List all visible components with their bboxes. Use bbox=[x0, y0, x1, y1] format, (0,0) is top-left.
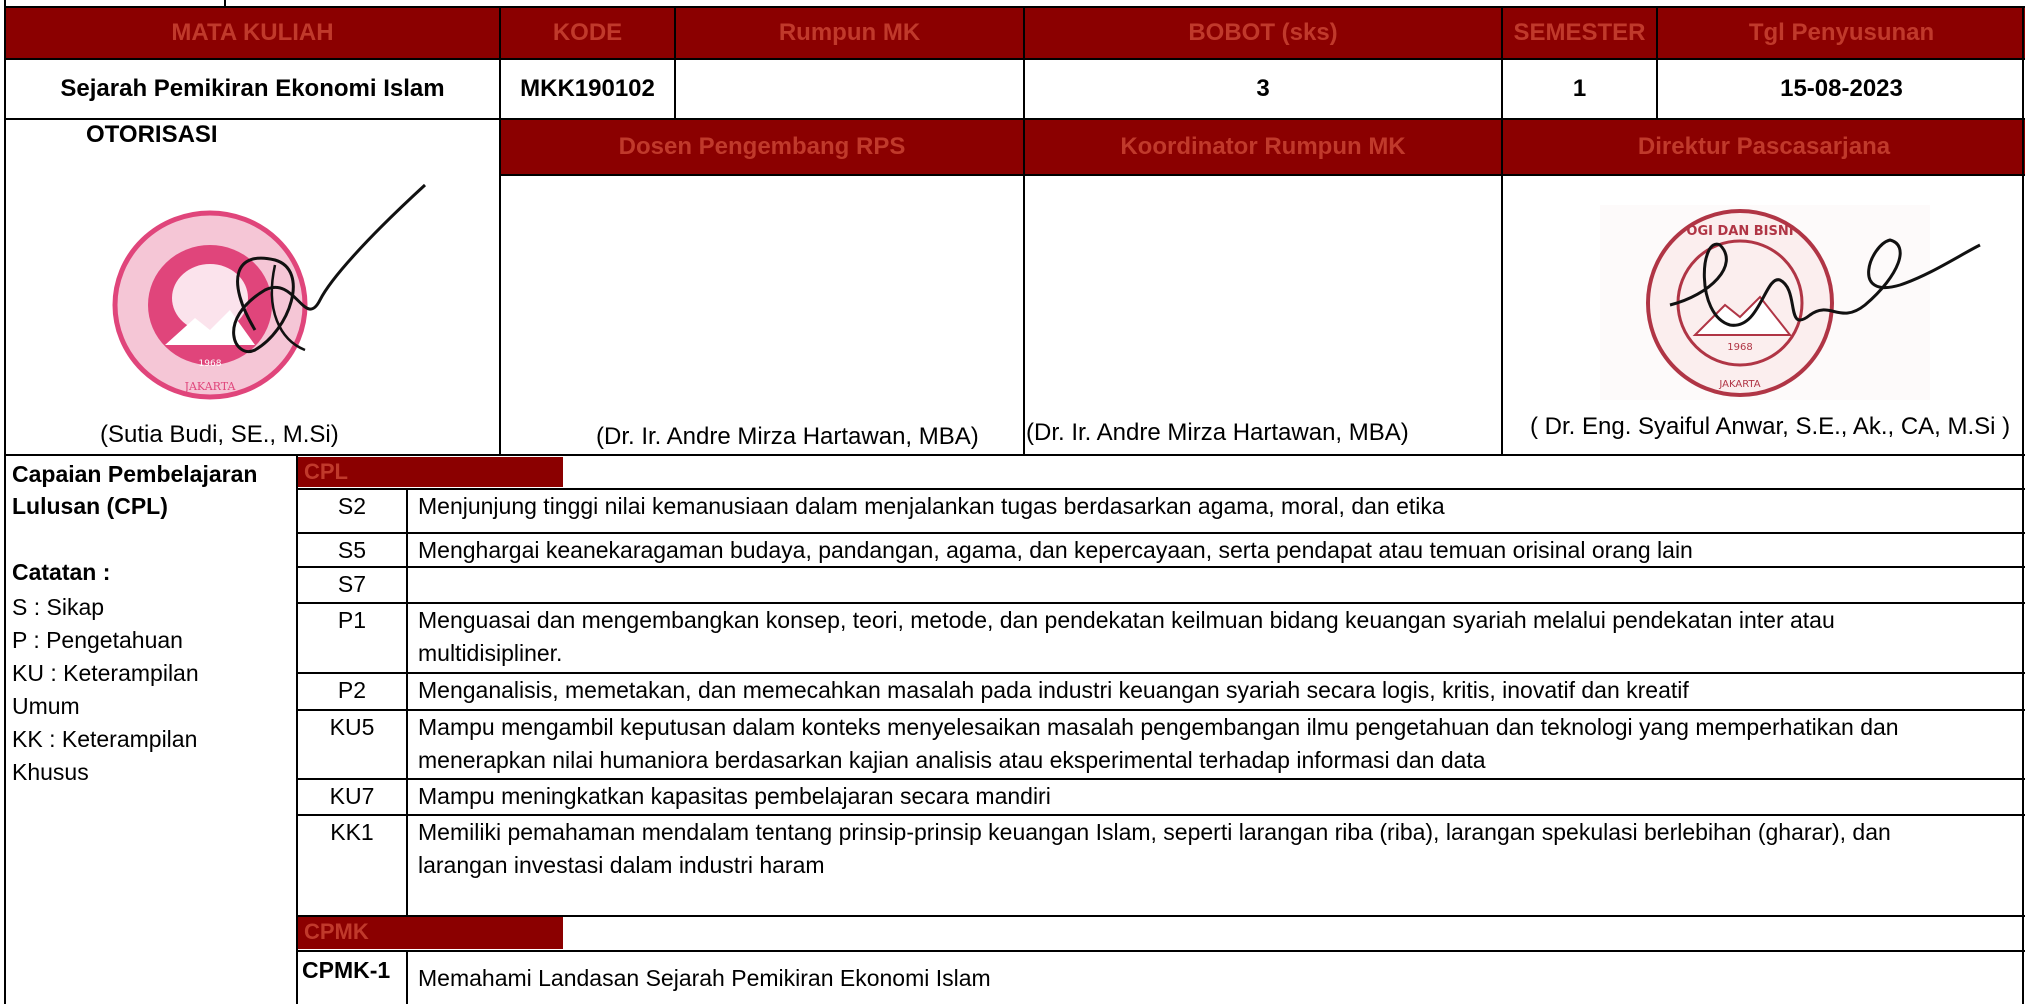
otorisasi-label: OTORISASI bbox=[86, 121, 218, 148]
grid-line bbox=[2022, 6, 2024, 1004]
cpl-code-ku7: KU7 bbox=[329, 783, 375, 809]
svg-text:JAKARTA: JAKARTA bbox=[1719, 379, 1761, 390]
cpl-desc-s5: Menghargai keanekaragaman budaya, pandangan, agama, dan kepercayaan, serta pendapat atau temuan orisinal orang lain bbox=[418, 537, 1693, 563]
svg-text:1968: 1968 bbox=[1727, 342, 1753, 353]
cpl-desc-ku5-2: menerapkan nilai humaniora berdasarkan kajian analisis atau eksperimental terhadap informasi dan data bbox=[418, 747, 1486, 773]
header-semester: SEMESTER bbox=[1503, 8, 1656, 58]
grid-line bbox=[296, 532, 2025, 534]
cpmk-code-1: CPMK-1 bbox=[302, 957, 391, 983]
cpl-desc-p1-1: Menguasai dan mengembangkan konsep, teori, metode, dan pendekatan keilmuan bidang keuangan syariah melalui pendekatan inter atau bbox=[418, 607, 1835, 633]
course-name: Sejarah Pemikiran Ekonomi Islam bbox=[60, 75, 445, 102]
seal-signature-right bbox=[1600, 205, 1990, 400]
cpl-code-ku5: KU5 bbox=[329, 714, 375, 740]
sig-name-dosen: (Dr. Ir. Andre Mirza Hartawan, MBA) bbox=[596, 423, 979, 450]
cpl-code-p2: P2 bbox=[337, 677, 367, 703]
cpl-code-kk1: KK1 bbox=[330, 819, 374, 845]
header-rumpun-mk: Rumpun MK bbox=[676, 8, 1023, 58]
grid-line bbox=[296, 915, 2025, 917]
cpmk-label: CPMK bbox=[298, 917, 563, 949]
svg-text:OGI DAN BISNI: OGI DAN BISNI bbox=[1686, 224, 1794, 239]
cpl-desc-s2: Menjunjung tinggi nilai kemanusiaan dalam menjalankan tugas berdasarkan agama, moral, dan etika bbox=[418, 493, 1445, 519]
grid-line bbox=[406, 950, 408, 1004]
grid-line bbox=[1656, 6, 1658, 120]
note-s: S : Sikap bbox=[12, 594, 105, 620]
grid-line bbox=[499, 174, 2025, 176]
grid-line bbox=[4, 454, 2025, 456]
header-bobot: BOBOT (sks) bbox=[1025, 8, 1501, 58]
course-code: MKK190102 bbox=[520, 75, 655, 102]
course-date: 15-08-2023 bbox=[1780, 75, 1903, 102]
cpl-code-s7: S7 bbox=[337, 571, 367, 597]
grid-line bbox=[296, 778, 2025, 780]
course-semester: 1 bbox=[1572, 75, 1587, 102]
header-direktur: Direktur Pascasarjana bbox=[1503, 120, 2025, 174]
cpl-desc-p1-2: multidisipliner. bbox=[418, 640, 563, 666]
grid-line bbox=[499, 6, 501, 454]
grid-line bbox=[1023, 6, 1025, 454]
seal-signature-left bbox=[105, 180, 445, 420]
cpl-title-1: Capaian Pembelajaran bbox=[12, 461, 258, 487]
cpl-title-2: Lulusan (CPL) bbox=[12, 493, 168, 519]
cpl-code-p1: P1 bbox=[337, 607, 367, 633]
course-rumpun bbox=[676, 60, 1023, 118]
grid-line bbox=[296, 709, 2025, 711]
cpl-desc-ku5-1: Mampu mengambil keputusan dalam konteks menyelesaikan masalah pengembangan ilmu pengetahuan dan teknologi yang memperhatikan dan bbox=[418, 714, 1899, 740]
cpl-desc-kk1-2: larangan investasi dalam industri haram bbox=[418, 852, 825, 878]
grid-line bbox=[296, 672, 2025, 674]
note-kk-2: Khusus bbox=[12, 759, 89, 785]
grid-line bbox=[4, 118, 2025, 120]
sig-name-direktur: ( Dr. Eng. Syaiful Anwar, S.E., Ak., CA, M.Si ) bbox=[1530, 413, 2011, 440]
grid-line bbox=[296, 814, 2025, 816]
svg-text:1968: 1968 bbox=[198, 359, 222, 369]
note-kk: KK : Keterampilan bbox=[12, 726, 198, 752]
note-ku-2: Umum bbox=[12, 693, 80, 719]
grid-line bbox=[296, 602, 2025, 604]
grid-line bbox=[4, 6, 2025, 8]
header-koordinator: Koordinator Rumpun MK bbox=[1025, 120, 1501, 174]
grid-line bbox=[296, 566, 2025, 568]
grid-line bbox=[296, 950, 2025, 952]
cpl-desc-ku7: Mampu meningkatkan kapasitas pembelajaran secara mandiri bbox=[418, 783, 1051, 809]
grid-line bbox=[4, 58, 2025, 60]
catatan-label: Catatan : bbox=[12, 559, 111, 585]
header-kode: KODE bbox=[501, 8, 674, 58]
grid-line bbox=[296, 488, 2025, 490]
header-tgl: Tgl Penyusunan bbox=[1658, 8, 2025, 58]
grid-line bbox=[406, 488, 408, 916]
cpl-label: CPL bbox=[298, 457, 563, 487]
grid-line bbox=[1501, 6, 1503, 454]
cpl-desc-kk1-1: Memiliki pemahaman mendalam tentang prinsip-prinsip keuangan Islam, seperti larangan riba (riba), larangan spekulasi berlebihan (gharar), dan bbox=[418, 819, 1891, 845]
svg-text:JAKARTA: JAKARTA bbox=[184, 380, 236, 393]
note-ku: KU : Keterampilan bbox=[12, 660, 199, 686]
header-mata-kuliah: MATA KULIAH bbox=[6, 8, 499, 58]
sig-name-koordinator: (Dr. Ir. Andre Mirza Hartawan, MBA) bbox=[1026, 419, 1409, 446]
sig-name-left: (Sutia Budi, SE., M.Si) bbox=[100, 421, 339, 448]
cpl-code-s5: S5 bbox=[337, 537, 367, 563]
course-bobot: 3 bbox=[1256, 75, 1270, 102]
grid-line bbox=[674, 6, 676, 120]
cpl-code-s2: S2 bbox=[337, 493, 367, 519]
grid-line bbox=[296, 454, 298, 1004]
note-p: P : Pengetahuan bbox=[12, 627, 183, 653]
cpl-desc-p2: Menganalisis, memetakan, dan memecahkan masalah pada industri keuangan syariah secara logis, kritis, inovatif dan kreatif bbox=[418, 677, 1689, 703]
header-dosen-pengembang: Dosen Pengembang RPS bbox=[501, 120, 1023, 174]
cpmk-desc-1: Memahami Landasan Sejarah Pemikiran Ekonomi Islam bbox=[418, 965, 991, 991]
